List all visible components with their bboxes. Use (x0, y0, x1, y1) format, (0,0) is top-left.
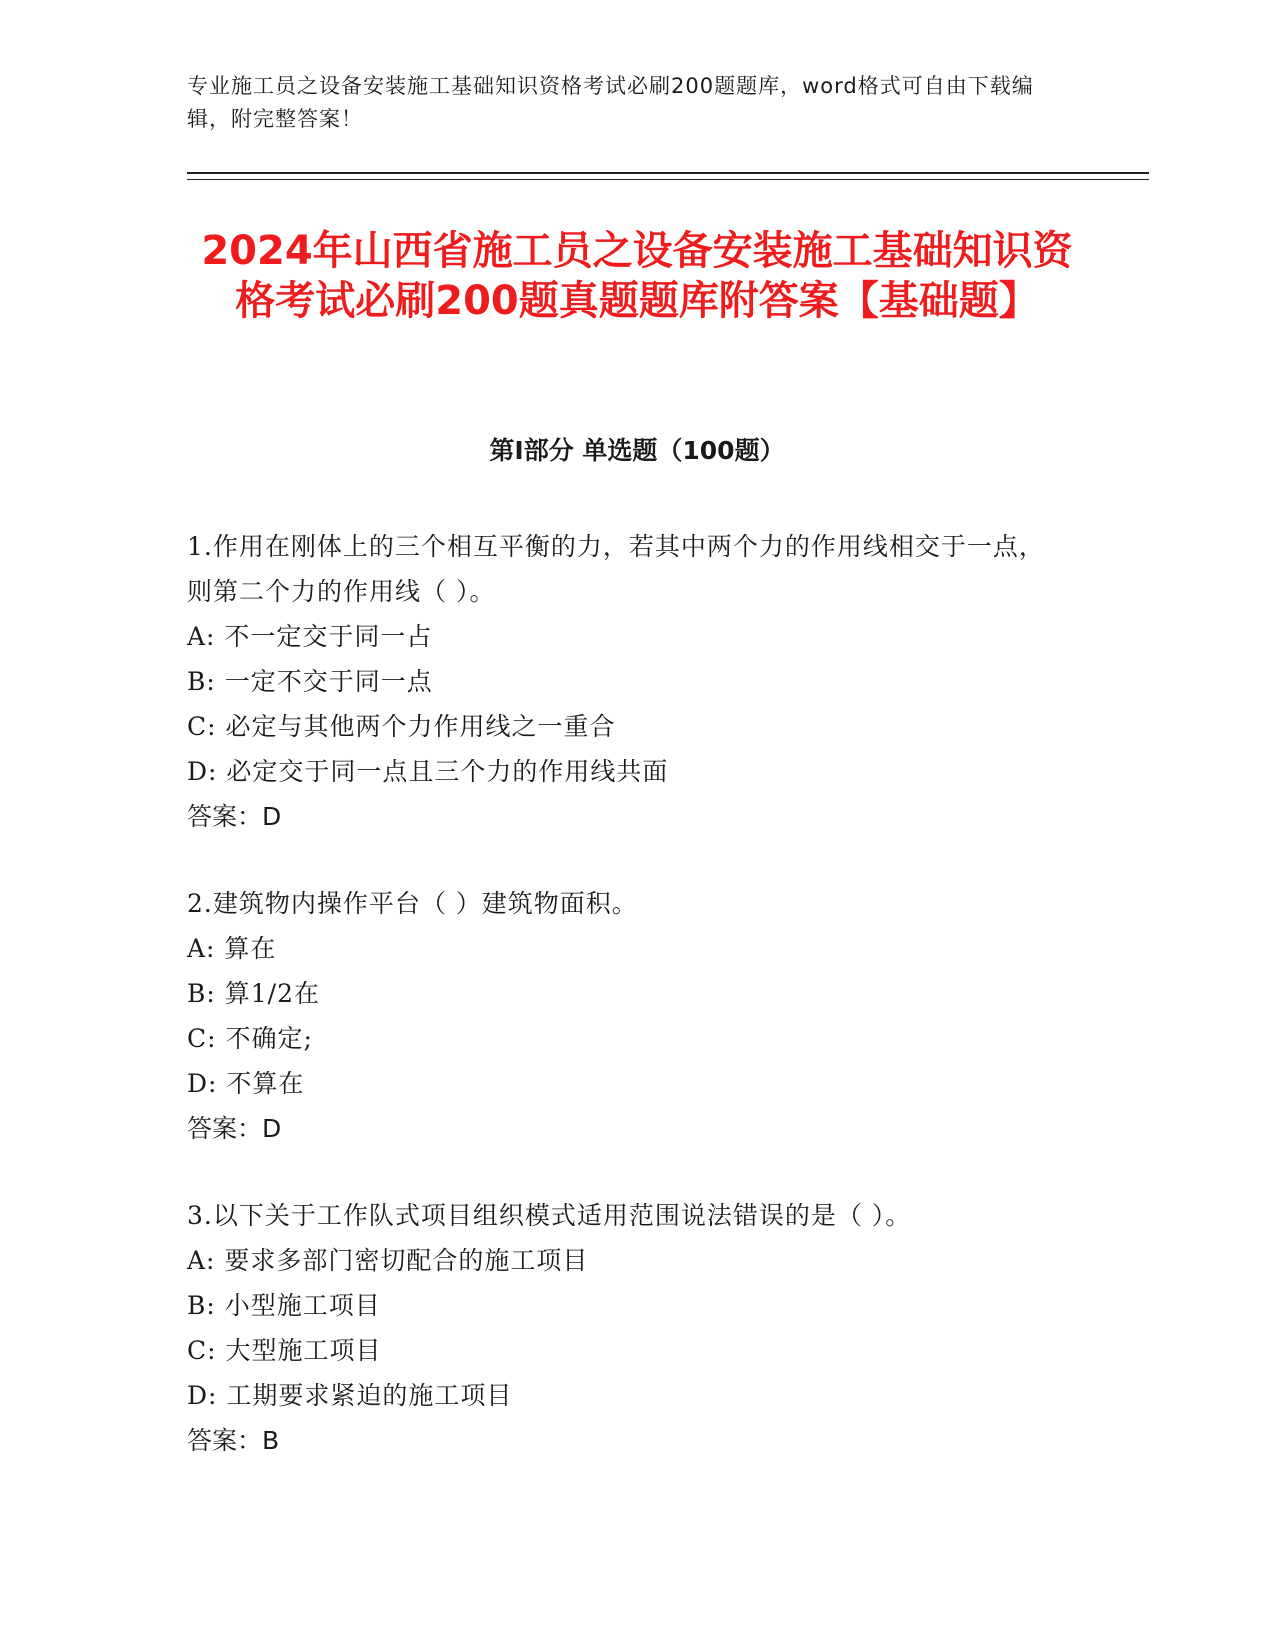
option-d: D: 必定交于同一点且三个力的作用线共面 (187, 757, 669, 786)
option-a: A: 不一定交于同一占 (187, 622, 433, 651)
option-a: A: 算在 (187, 934, 277, 963)
answer-line: 答案：B (187, 1426, 280, 1455)
question-2 (187, 881, 1067, 1151)
question-stem: 1.作用在刚体上的三个相互平衡的力，若其中两个力的作用线相交于一点，则第二个力的作用线（ ）。 (187, 532, 1045, 606)
option-c: C: 必定与其他两个力作用线之一重合 (187, 712, 616, 741)
header-divider-thin (187, 179, 1149, 180)
question-list (187, 524, 1067, 1505)
answer-line: 答案：D (187, 1114, 282, 1143)
question-stem: 3.以下关于工作队式项目组织模式适用范围说法错误的是（ ）。 (187, 1201, 912, 1230)
question-1 (187, 524, 1067, 839)
option-b: B: 算1/2在 (187, 979, 320, 1008)
option-d: D: 工期要求紧迫的施工项目 (187, 1381, 513, 1410)
question-stem: 2.建筑物内操作平台（ ）建筑物面积。 (187, 889, 638, 918)
section-heading: 第I部分 单选题（100题） (489, 436, 785, 465)
option-a: A: 要求多部门密切配合的施工项目 (187, 1246, 589, 1275)
option-b: B: 小型施工项目 (187, 1291, 381, 1320)
header-note: 专业施工员之设备安装施工基础知识资格考试必刷200题题库，word格式可自由下载编辑，附完整答案！ (187, 74, 1034, 131)
header-divider (187, 172, 1149, 174)
option-c: C: 不确定; (187, 1024, 313, 1053)
option-c: C: 大型施工项目 (187, 1336, 382, 1365)
option-b: B: 一定不交于同一点 (187, 667, 433, 696)
question-3 (187, 1193, 1067, 1463)
option-d: D: 不算在 (187, 1069, 305, 1098)
answer-line: 答案：D (187, 802, 282, 831)
document-title: 2024年山西省施工员之设备安装施工基础知识资格考试必刷200题真题题库附答案【基础题】 (201, 228, 1073, 324)
